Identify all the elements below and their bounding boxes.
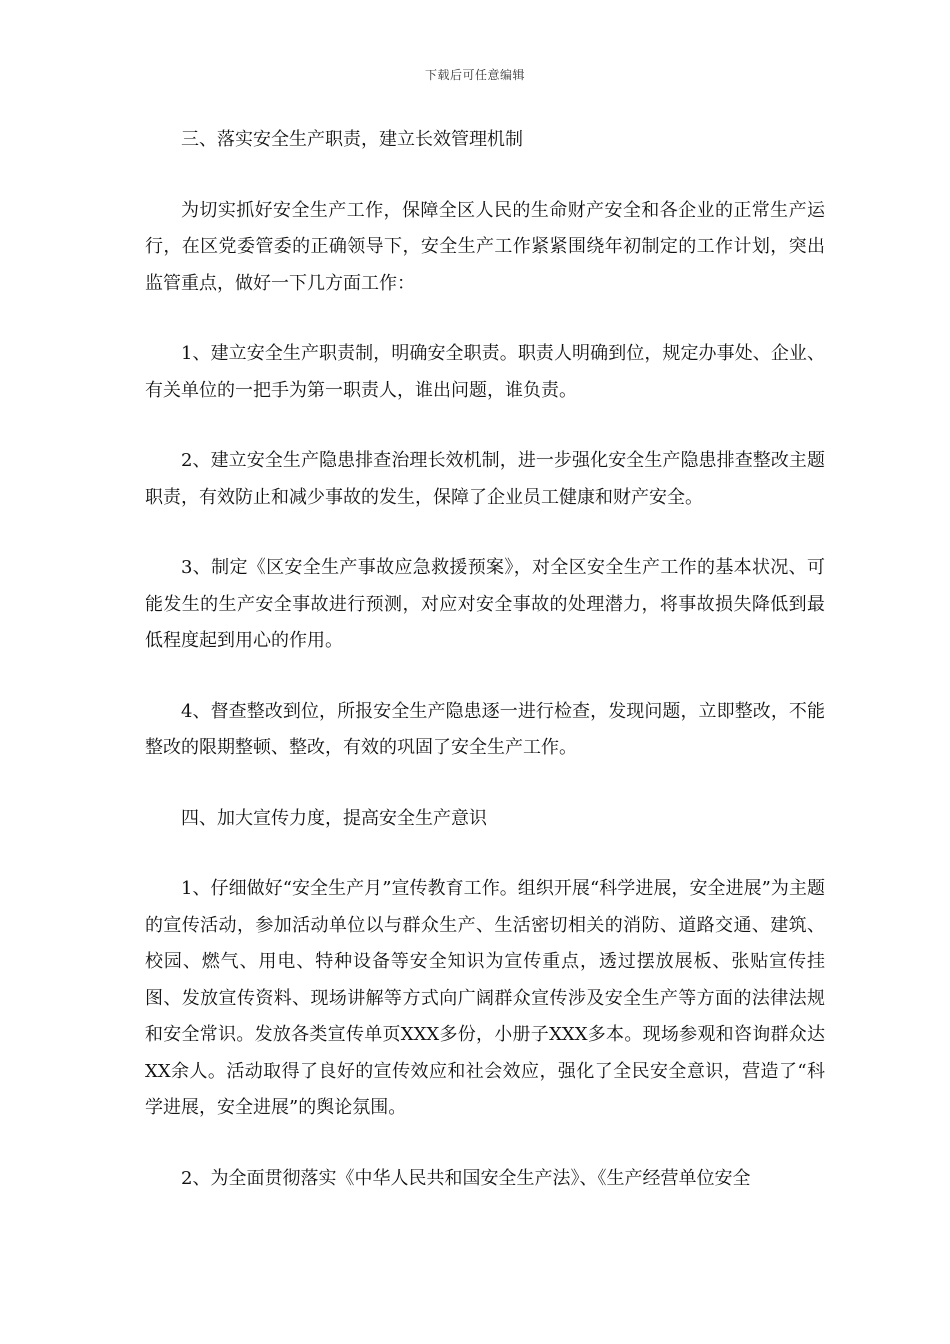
paragraph-item-3: 3、制定《区安全生产事故应急救援预案》，对全区安全生产工作的基本状况、可能发生的生产安全事故进行预测，对应对安全事故的处理潜力，将事故损失降低到最低程度起到用心的作用。 [145,557,825,651]
paragraph-publicity-1: 1、仔细做好“安全生产月”宣传教育工作。组织开展“科学进展，安全进展”为主题的宣传活动，参加活动单位以与群众生产、生活密切相关的消防、道路交通、建筑、校园、燃气、用电、特种设备等安全知识为宣传重点，透过摆放展板、张贴宣传挂图、发放宣传资料、现场讲解等方式向广阔群众宣传涉及安全生产等方面的法律法规和安全常识。发放各类宣传单页XXX多份，小册子XXX多本。现场参观和咨询群众达XX余人。活动取得了良好的宣传效应和社会效应，强化了全民安全意识，营造了“科学进展，安全进展”的舆论氛围。 [145,878,825,1118]
paragraph-item-1: 1、建立安全生产职责制，明确安全职责。职责人明确到位，规定办事处、企业、有关单位的一把手为第一职责人，谁出问题，谁负责。 [145,343,825,401]
paragraph-intro: 为切实抓好安全生产工作，保障全区人民的生命财产安全和各企业的正常生产运行，在区党委管委的正确领导下，安全生产工作紧紧围绕年初制定的工作计划，突出监管重点，做好一下几方面工作： [145,199,825,294]
paragraph-item-4: 4、督查整改到位，所报安全生产隐患逐一进行检查，发现问题，立即整改，不能整改的限期整顿、整改，有效的巩固了安全生产工作。 [145,700,825,758]
section-heading-4: 四、加大宣传力度，提高安全生产意识 [181,807,487,829]
document-body [145,122,825,1231]
header-note: 下载后可任意编辑 [424,68,525,82]
paragraph-publicity-2: 2、为全面贯彻落实《中华人民共和国安全生产法》、《生产经营单位安全 [181,1167,751,1189]
section-heading-3: 三、落实安全生产职责，建立长效管理机制 [181,129,523,150]
paragraph-item-2: 2、建立安全生产隐患排查治理长效机制，进一步强化安全生产隐患排查整改主题职责，有效防止和减少事故的发生，保障了企业员工健康和财产安全。 [145,450,825,508]
